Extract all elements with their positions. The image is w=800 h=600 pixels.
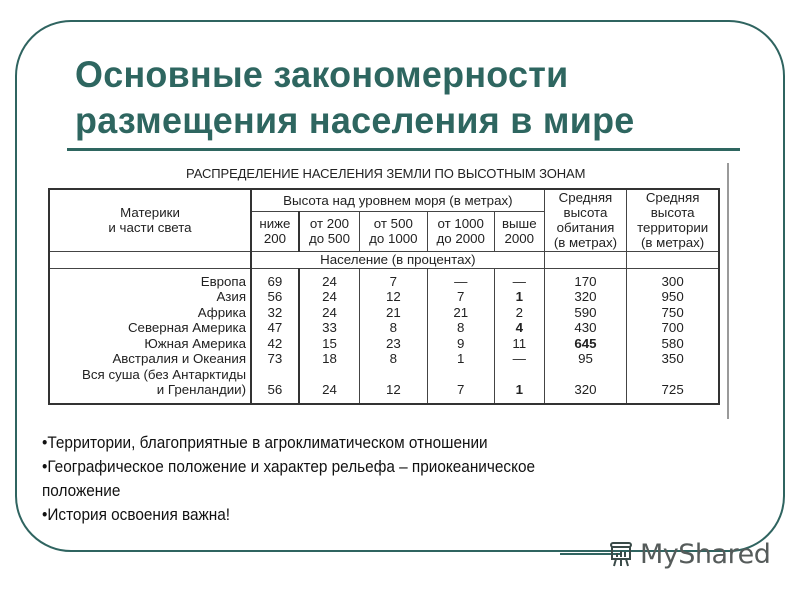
header-zone-4 (427, 211, 494, 251)
cell: — (512, 351, 526, 367)
cell: 95 (578, 351, 593, 367)
cell: 32 (267, 304, 283, 320)
column-continent-names (49, 268, 251, 404)
zone-1-l1: ниже (259, 216, 291, 231)
column-avg-territory (627, 268, 719, 404)
zone-5-l1: выше (501, 216, 537, 231)
zone-4-l2: до 2000 (436, 231, 485, 246)
cell: 42 (267, 335, 283, 351)
header-altitude-group: Высота над уровнем моря (в метрах) (251, 189, 544, 211)
cell: 24 (322, 304, 337, 320)
cell: 7 (389, 273, 398, 289)
zone-1-l2: 200 (263, 231, 286, 246)
zone-5-l2: 2000 (504, 231, 535, 246)
hdr-avg-hab-2: высота (563, 205, 608, 221)
cell: 645 (574, 335, 597, 351)
table-caption: РАСПРЕДЕЛЕНИЕ НАСЕЛЕНИЯ ЗЕМЛИ ПО ВЫСОТНЫМ ЗОНАМ (186, 166, 586, 181)
cell: 21 (453, 304, 469, 320)
cell: 950 (661, 289, 684, 305)
cell: 24 (322, 273, 337, 289)
title-line-1: Основные закономерности (75, 54, 569, 95)
zone-3-l1: от 500 (373, 216, 413, 231)
cell: 580 (661, 335, 684, 351)
bullet-list (42, 431, 712, 527)
hdr-avg-hab-3: обитания (556, 220, 615, 236)
cell: 590 (574, 304, 597, 320)
cell: 47 (267, 320, 283, 336)
cell: 8 (389, 320, 398, 336)
cell: 12 (385, 289, 401, 305)
cell: 170 (574, 273, 597, 289)
column-1000-2000 (427, 268, 494, 404)
cell: 18 (322, 351, 337, 367)
header-zone-2 (299, 211, 360, 251)
header-avg-territory (627, 189, 719, 251)
row-name-europe: Европа (200, 273, 247, 289)
header-zone-1 (251, 211, 299, 251)
column-below-200 (251, 268, 299, 404)
cell: 56 (267, 382, 283, 398)
zone-2-l2: до 500 (308, 231, 350, 246)
cell: 23 (385, 335, 401, 351)
cell: 24 (322, 289, 337, 305)
cell: 69 (267, 273, 283, 289)
cell: 320 (574, 289, 597, 305)
cell: 21 (385, 304, 401, 320)
bullet-item-1: •Территории, благоприятные в агроклиматическом отношении (42, 434, 488, 452)
header-unit-empty (49, 251, 251, 268)
hdr-avg-terr-1: Средняя (645, 190, 700, 206)
cell: 725 (661, 382, 684, 398)
row-name-africa: Африка (197, 304, 247, 320)
hdr-avg-hab-4: (в метрах) (553, 235, 618, 251)
cell: 15 (322, 335, 337, 351)
slide-title (75, 52, 635, 144)
cell: 300 (661, 273, 684, 289)
cell: — (512, 273, 526, 289)
cell: 73 (267, 351, 283, 367)
row-name-total-1: Вся суша (без Антарктиды (82, 366, 247, 382)
bullet-item-2: •Географическое положение и характер рельефа – приокеаническое (42, 458, 536, 476)
presentation-board-icon (608, 540, 634, 568)
population-altitude-table (48, 188, 720, 405)
column-above-2000 (494, 268, 544, 404)
cell: 320 (574, 382, 597, 398)
figure-edge-line (727, 163, 729, 419)
column-avg-habitation (544, 268, 627, 404)
watermark-text: MyShared (640, 538, 771, 570)
cell: 12 (385, 382, 401, 398)
header-avg-habitation (544, 189, 627, 251)
column-500-1000 (360, 268, 427, 404)
zone-4-l1: от 1000 (437, 216, 484, 231)
cell: 56 (267, 289, 283, 305)
header-unit-empty-3 (627, 251, 719, 268)
row-name-total-2: и Гренландии) (156, 382, 247, 398)
cell: — (454, 273, 468, 289)
header-zone-3 (360, 211, 427, 251)
row-name-north-america: Северная Америка (127, 320, 247, 336)
row-name-australia-oceania: Австралия и Океания (112, 351, 247, 367)
cell: 7 (457, 289, 465, 305)
bullet-item-3: •История освоения важна! (42, 506, 231, 524)
hdr-avg-terr-2: высота (650, 205, 695, 221)
cell: 1 (457, 351, 465, 367)
cell: 8 (389, 351, 398, 367)
zone-2-l1: от 200 (309, 216, 349, 231)
cell: 7 (457, 382, 465, 398)
cell: 9 (457, 335, 465, 351)
cell: 33 (322, 320, 337, 336)
cell: 350 (661, 351, 684, 367)
cell: 4 (515, 320, 523, 336)
hdr-avg-terr-3: территории (637, 220, 709, 236)
watermark-logo (608, 538, 770, 570)
header-continents-line1: Материки (120, 205, 180, 221)
cell: 8 (457, 320, 465, 336)
cell: 430 (574, 320, 597, 336)
bullet-item-2-cont: положение (42, 482, 121, 500)
hdr-avg-hab-1: Средняя (558, 190, 613, 206)
cell: 2 (515, 304, 523, 320)
zone-3-l2: до 1000 (369, 231, 418, 246)
row-name-asia: Азия (216, 289, 247, 305)
cell: 700 (661, 320, 684, 336)
header-zone-5 (494, 211, 544, 251)
header-continents (49, 189, 251, 251)
cell: 24 (322, 382, 337, 398)
row-name-south-america: Южная Америка (144, 335, 247, 351)
cell: 11 (512, 335, 527, 351)
hdr-avg-terr-4: (в метрах) (641, 235, 705, 251)
title-underline (67, 148, 740, 151)
column-200-500 (299, 268, 360, 404)
title-line-2: размещения населения в мире (75, 100, 635, 141)
cell: 1 (515, 289, 523, 305)
cell: 750 (661, 304, 684, 320)
header-population-unit: Население (в процентах) (251, 251, 544, 268)
header-continents-line2: и части света (108, 220, 192, 236)
header-unit-empty-2 (544, 251, 627, 268)
cell: 1 (515, 382, 523, 398)
